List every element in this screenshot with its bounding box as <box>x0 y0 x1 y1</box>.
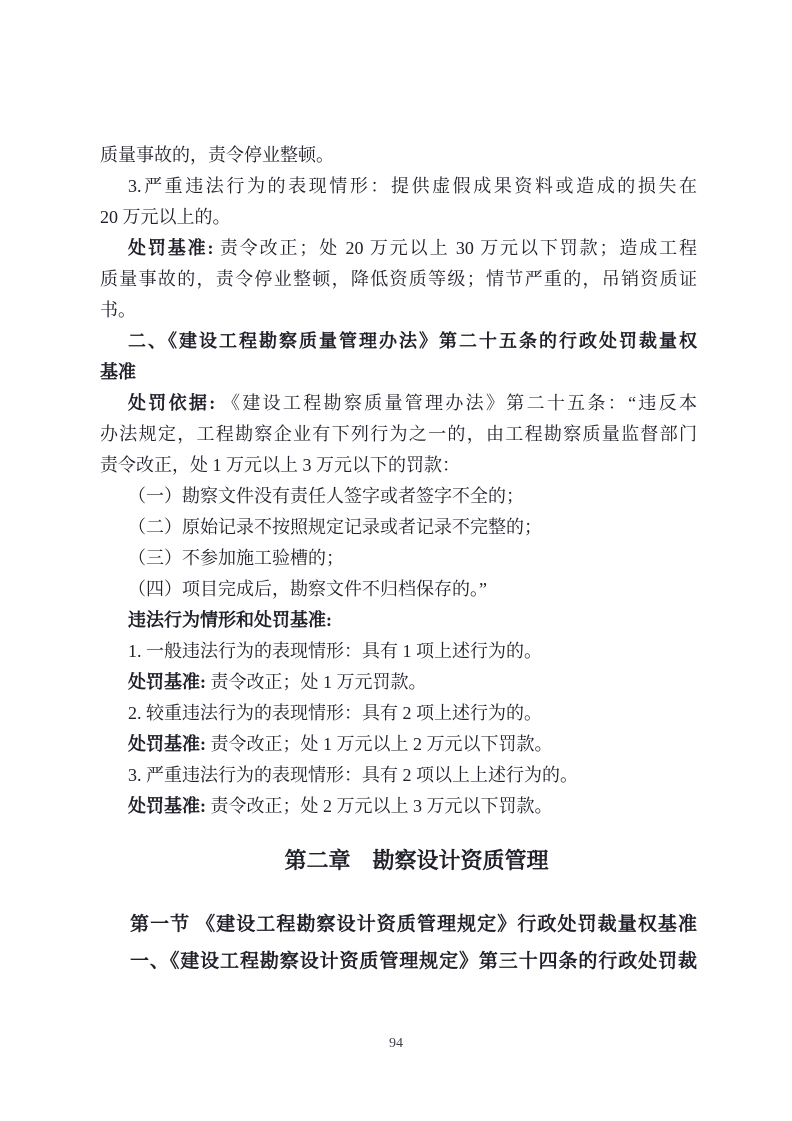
text-line <box>100 605 697 636</box>
text-line <box>100 512 697 543</box>
line-text: 20 万元以上的。 <box>100 207 231 227</box>
line-text: 书。 <box>100 300 136 320</box>
bold-label: 基准 <box>100 362 136 382</box>
text-line <box>100 636 697 667</box>
section-heading: 第一节 《建设工程勘察设计资质管理规定》行政处罚裁量权基准 <box>130 914 697 935</box>
text-line <box>100 140 697 171</box>
bold-label: 处罚基准: <box>128 796 206 816</box>
text-line <box>100 233 697 264</box>
text-line <box>100 760 697 791</box>
text-line <box>100 295 697 326</box>
text-line <box>100 171 697 202</box>
line-text: （三）不参加施工验槽的； <box>128 548 344 568</box>
line-text: 责令改正；处 20 万元以上 30 万元以下罚款；造成工程 <box>213 238 697 258</box>
bold-label: 处罚基准: <box>128 238 214 258</box>
subsection-heading: 一、《建设工程勘察设计资质管理规定》第三十四条的行政处罚裁 <box>130 951 697 972</box>
document-body <box>100 140 697 822</box>
line-text: 3. 严重违法行为的表现情形：具有 2 项以上上述行为的。 <box>128 765 578 785</box>
text-line <box>100 450 697 481</box>
text-line <box>100 574 697 605</box>
text-line <box>100 698 697 729</box>
line-text: 2. 较重违法行为的表现情形：具有 2 项上述行为的。 <box>128 703 542 723</box>
line-text: 1. 一般违法行为的表现情形：具有 1 项上述行为的。 <box>128 641 542 661</box>
line-text: 办法规定，工程勘察企业有下列行为之一的，由工程勘察质量监督部门 <box>100 424 697 444</box>
text-line <box>100 729 697 760</box>
text-line <box>100 481 697 512</box>
bold-label: 处罚基准: <box>128 672 206 692</box>
line-text: 《建设工程勘察质量管理办法》第二十五条：“违反本 <box>215 393 697 413</box>
line-text: 3.严重违法行为的表现情形：提供虚假成果资料或造成的损失在 <box>128 176 697 196</box>
line-text: （一）勘察文件没有责任人签字或者签字不全的； <box>128 486 524 506</box>
text-line <box>100 357 697 388</box>
bold-label: 处罚依据: <box>128 393 216 413</box>
chapter-title: 第二章 勘察设计资质管理 <box>284 848 549 873</box>
line-text: 质量事故的，责令停业整顿。 <box>100 145 334 165</box>
line-text: 责令改正；处 1 万元以上 2 万元以下罚款。 <box>206 734 553 754</box>
line-text: 责令改正；处 1 万元罚款。 <box>206 672 427 692</box>
bold-label: 处罚基准: <box>128 734 206 754</box>
line-text: （二）原始记录不按照规定记录或者记录不完整的； <box>128 517 542 537</box>
line-text: （四）项目完成后，勘察文件不归档保存的。” <box>128 579 487 599</box>
text-line <box>100 667 697 698</box>
text-line <box>100 264 697 295</box>
line-text: 责令改正；处 2 万元以上 3 万元以下罚款。 <box>206 796 553 816</box>
text-line <box>100 419 697 450</box>
line-text: 责令改正，处 1 万元以上 3 万元以下的罚款： <box>100 455 460 475</box>
page-number: 94 <box>389 1036 403 1051</box>
text-line <box>100 388 697 419</box>
bold-label: 违法行为情形和处罚基准: <box>128 610 332 630</box>
bold-label: 二、《建设工程勘察质量管理办法》第二十五条的行政处罚裁量权 <box>128 331 697 351</box>
line-text: 质量事故的，责令停业整顿，降低资质等级；情节严重的，吊销资质证 <box>100 269 697 289</box>
text-line <box>100 543 697 574</box>
text-line <box>100 326 697 357</box>
text-line <box>100 202 697 233</box>
text-line <box>100 791 697 822</box>
section-block <box>100 906 697 980</box>
